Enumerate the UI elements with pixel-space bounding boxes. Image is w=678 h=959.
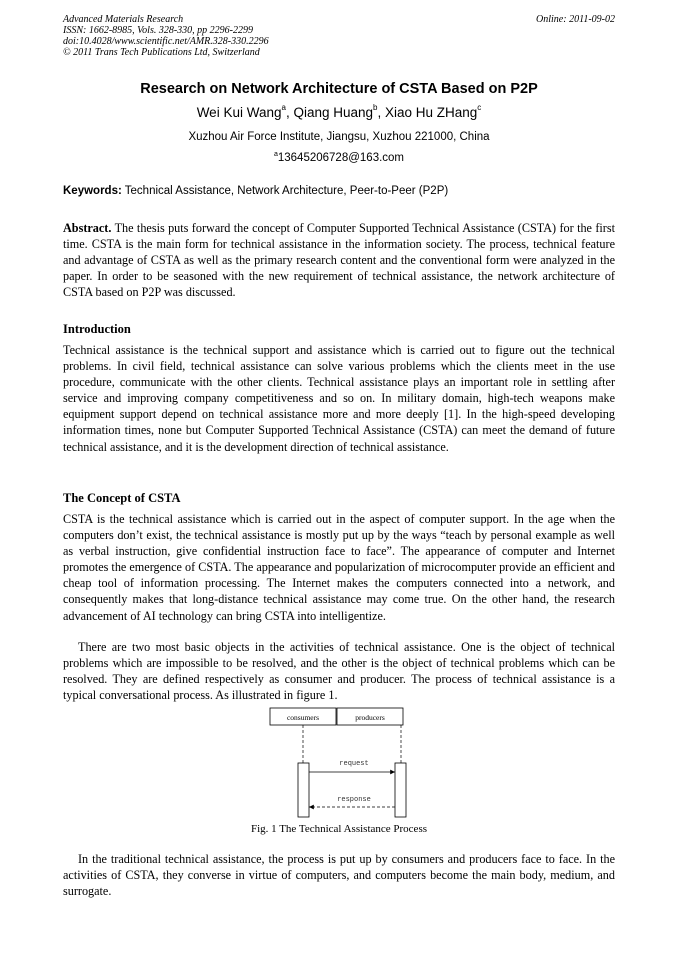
abstract [63, 220, 615, 300]
email-line [0, 151, 678, 164]
producers-label: producers [355, 713, 385, 722]
concept-paragraph-1: CSTA is the technical assistance which is carried out in the aspect of computer support. In the age when the computers don’t exist, the technical assistance is mostly put up by the ways “teach by personal example as well as verbal instruction, give confidential instruction face to face”. The appearance of computer and Internet promotes the emergence of CSTA. The appearance and popularization of microcomputer provide an efficient and cheap tool of information processing. The Internet makes the computers connected into a network, and consequently makes that long-distance technical assistance may come true. On the other hand, the research advancement of AI technology can bring CSTA into intelligentize. [63, 512, 615, 623]
issn-line: ISSN: 1662-8985, Vols. 328-330, pp 2296-2299 [63, 25, 253, 36]
author-name: Xiao Hu ZHang [384, 105, 478, 120]
response-label: response [337, 796, 371, 804]
abstract-text: The thesis puts forward the concept of Computer Supported Technical Assistance (CSTA) for the first time. CSTA is the main form for technical assistance in the information society. The process, technical feature and advantage of CSTA as well as the primary research content and the conventional form were analyzed in the paper. In order to be seasoned with the new requirement of technical assistance, the network architecture of CSTA based on P2P was discussed. [63, 221, 615, 300]
figure-caption: Fig. 1 The Technical Assistance Process [250, 823, 428, 835]
request-label: request [339, 760, 369, 768]
online-date: Online: 2011-09-02 [536, 14, 615, 25]
producers-activation [395, 763, 406, 817]
consumers-activation [298, 763, 309, 817]
journal-name: Advanced Materials Research [63, 14, 184, 25]
doi-line: doi:10.4028/www.scientific.net/AMR.328-330.2296 [63, 36, 269, 47]
concept-paragraph-2: There are two most basic objects in the activities of technical assistance. One is the object of technical problems which are impossible to be resolved, and the other is the object of technical problems which can be resolved. They are defined respectively as consumer and producer. The process of technical assistance is a typical conversational process. As illustrated in figure 1. [63, 640, 615, 703]
author-name: Qiang Huang [293, 105, 374, 120]
figure-1-sequence-diagram [267, 706, 417, 821]
section-heading-introduction: Introduction [63, 322, 131, 336]
abstract-label: Abstract. [63, 221, 112, 235]
paper-title: Research on Network Architecture of CSTA Based on P2P [140, 81, 538, 97]
author-name: Wei Kui Wang [196, 105, 282, 120]
author-sep: , [285, 105, 294, 120]
copyright-line: © 2011 Trans Tech Publications Ltd, Switzerland [63, 47, 260, 58]
keywords-label: Keywords: [63, 185, 122, 197]
email-sup: a [273, 151, 278, 158]
author-sup: b [373, 103, 378, 112]
author-list [0, 103, 678, 120]
section-heading-concept: The Concept of CSTA [63, 491, 181, 505]
consumers-label: consumers [286, 713, 320, 722]
concept-paragraph-3: In the traditional technical assistance, the process is put up by consumers and producers face to face. In the activities of CSTA, they converse in virtue of computers, and computers become the main body, medium, and surrogate. [63, 852, 615, 899]
introduction-paragraph: Technical assistance is the technical support and assistance which is carried out to figure out the technical problems. In civil field, technical assistance can solve various problems which the clients meet in the use procedure, communicate with the other clients. Technical assistance plays an important role in settling after service and improving company competitiveness and so on. In military domain, high-tech weapons make equipment support depend on technical assistance more and more deeply [1]. In the high-speed developing information times, none but Computer Supported Technical Assistance (CSTA) can meet the demand of future technical assistance, and it is the development direction of technical assistance. [63, 343, 615, 454]
email-address[interactable]: 13645206728@163.com [277, 152, 405, 164]
keywords-text: Technical Assistance, Network Architecture, Peer-to-Peer (P2P) [121, 185, 449, 197]
author-sup: a [281, 103, 286, 112]
journal-header [63, 14, 615, 58]
keywords [63, 185, 615, 197]
affiliation: Xuzhou Air Force Institute, Jiangsu, Xuzhou 221000, China [188, 131, 490, 143]
author-sup: c [477, 103, 482, 112]
author-sep: , [377, 105, 385, 120]
